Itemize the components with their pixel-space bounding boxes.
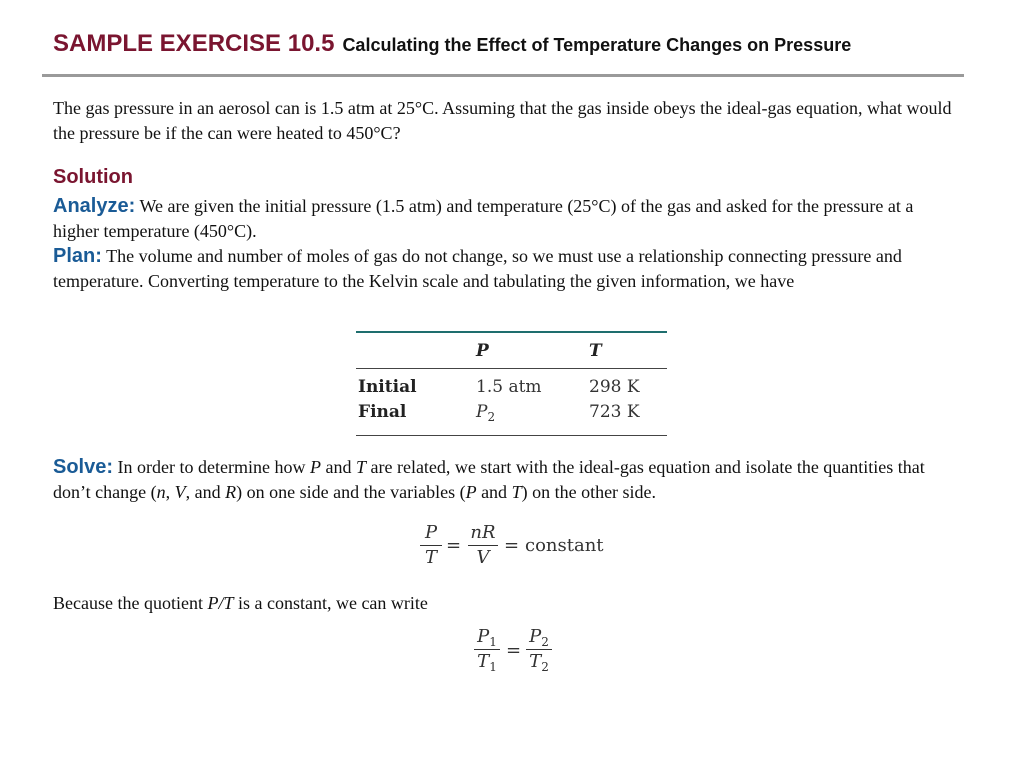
eq2-equals: = <box>506 640 522 661</box>
table-top-rule <box>356 331 667 333</box>
because-text-1: Because the quotient <box>53 593 208 613</box>
equation-p1t1-p2t2 <box>474 626 564 681</box>
plan-paragraph <box>53 244 963 294</box>
solution-heading: Solution <box>53 166 133 188</box>
analyze-text: We are given the initial pressure (1.5 atm) and temperature (25°C) of the gas and asked for the pressure at a higher temperature (450°C). <box>53 196 914 241</box>
eq1-left-bar <box>420 545 442 546</box>
eq1-constant: constant <box>525 535 604 556</box>
given-data-table <box>356 331 667 436</box>
table-header-t: T <box>589 341 602 361</box>
solve-var-p: P <box>309 457 321 477</box>
analyze-paragraph <box>53 194 963 244</box>
table-header-p: P <box>476 341 489 361</box>
solve-text-comma: , <box>165 482 175 502</box>
eq1-left-denominator: T <box>424 547 437 568</box>
table-row-final-p <box>476 402 495 424</box>
because-paragraph <box>53 591 963 616</box>
fraction-p1-over-t1 <box>474 626 500 673</box>
eq2-p2-subscript: 2 <box>541 635 549 649</box>
final-p-subscript: 2 <box>487 410 496 424</box>
exercise-header <box>53 30 953 58</box>
fraction-p2-over-t2 <box>526 626 552 673</box>
eq1-right-denominator: V <box>476 547 490 568</box>
table-row-initial-p: 1.5 atm <box>476 377 542 397</box>
table-row-initial-label: Initial <box>358 377 417 397</box>
because-quotient: P/T <box>207 593 234 613</box>
table-header-rule <box>356 368 667 369</box>
eq2-t2-subscript: 2 <box>541 660 549 674</box>
eq2-left-bar <box>474 649 500 650</box>
solve-text-4: ) on the other side. <box>521 482 657 502</box>
eq2-t2-symbol: T <box>529 651 542 672</box>
eq2-p1-subscript: 1 <box>489 635 497 649</box>
eq1-right-bar <box>468 545 498 546</box>
solve-text-and1: and <box>320 457 356 477</box>
eq1-equals-1: = <box>446 535 462 556</box>
table-bottom-rule <box>356 435 667 436</box>
solution-heading-block <box>53 165 963 190</box>
plan-text: The volume and number of moles of gas do not change, so we must use a relationship connecting pressure and temperature. Converting temperature to the Kelvin scale and tabulating the given information, we have <box>53 246 902 291</box>
because-text-2: is a constant, we can write <box>233 593 428 613</box>
eq2-right-bar <box>526 649 552 650</box>
final-p-symbol: P <box>476 402 488 422</box>
analyze-label: Analyze: <box>53 195 136 217</box>
solve-label: Solve: <box>53 456 114 478</box>
eq2-left-numerator <box>474 626 500 648</box>
solve-var-v: V <box>174 482 186 502</box>
table-row-final-t: 723 K <box>589 402 640 422</box>
solve-text <box>53 457 925 502</box>
eq2-p1-symbol: P <box>477 626 490 647</box>
solve-text-3: ) on one side and the variables ( <box>236 482 466 502</box>
solve-var-t: T <box>355 457 366 477</box>
eq1-left-numerator: P <box>424 522 438 543</box>
fraction-p-over-t <box>420 522 442 569</box>
eq2-left-denominator <box>474 651 500 673</box>
eq1-right-numerator: nR <box>470 522 496 543</box>
solve-var-n: n <box>156 482 166 502</box>
eq2-right-numerator <box>526 626 552 648</box>
solve-paragraph <box>53 455 963 505</box>
solve-text-and3: and <box>476 482 512 502</box>
solve-text-2: are related, we start with the ideal-gas equation and isolate the quantities that don’t change ( <box>53 457 925 502</box>
exercise-label: SAMPLE EXERCISE 10.5 <box>53 30 335 57</box>
equation-ideal-gas-rearranged <box>420 522 620 572</box>
header-divider <box>42 74 964 77</box>
plan-label: Plan: <box>53 245 102 267</box>
solve-text-and2: , and <box>185 482 226 502</box>
solve-var-p2: P <box>465 482 477 502</box>
exercise-title: Calculating the Effect of Temperature Changes on Pressure <box>342 35 852 55</box>
eq2-t1-symbol: T <box>477 651 490 672</box>
solve-var-r: R <box>225 482 237 502</box>
eq1-equals-2: = <box>504 535 520 556</box>
problem-statement: The gas pressure in an aerosol can is 1.5 atm at 25°C. Assuming that the gas inside obeys the ideal-gas equation, what would the pressure be if the can were heated to 450°C? <box>53 98 952 143</box>
table-row-initial-t: 298 K <box>589 377 640 397</box>
eq2-t1-subscript: 1 <box>489 660 497 674</box>
eq2-right-denominator <box>526 651 552 673</box>
fraction-nr-over-v <box>468 522 498 569</box>
eq2-p2-symbol: P <box>529 626 542 647</box>
solve-text-1: In order to determine how <box>117 457 310 477</box>
solve-var-t2: T <box>511 482 522 502</box>
table-row-final-label: Final <box>358 402 407 422</box>
